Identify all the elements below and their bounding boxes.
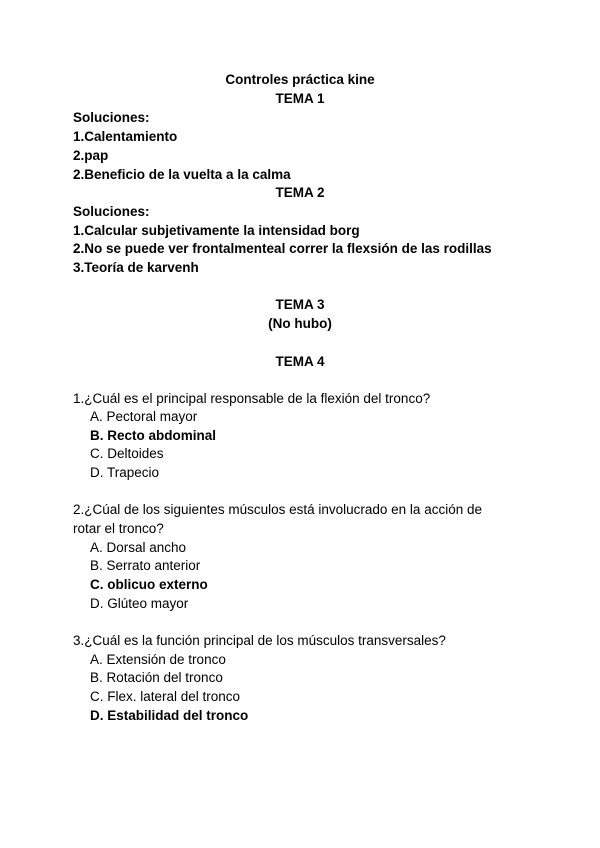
tema1-heading: TEMA 1 [275,91,325,106]
question-2-option-d: D. Glúteo mayor [90,596,189,611]
tema2-heading: TEMA 2 [275,185,325,200]
question-3-option-d-correct: D. Estabilidad del tronco [90,708,249,723]
tema4-heading: TEMA 4 [275,354,325,369]
question-2-text-continued: rotar el tronco? [73,521,164,536]
tema2-solution-item: 2.No se puede ver frontalmenteal correr la flexsión de las rodillas [73,241,492,256]
tema2-solution-item: 3.Teoría de karvenh [73,260,199,275]
question-2-option-b: B. Serrato anterior [90,558,201,573]
tema2-solution-item: 1.Calcular subjetivamente la intensidad borg [73,223,360,238]
question-2-option-a: A. Dorsal ancho [90,540,187,555]
question-2-option-c-correct: C. oblicuo externo [90,577,208,592]
tema1-solution-item: 1.Calentamiento [73,129,178,144]
question-3-option-c: C. Flex. lateral del tronco [90,689,241,704]
question-1-option-a: A. Pectoral mayor [90,409,198,424]
tema3-heading: TEMA 3 [275,297,325,312]
question-1-text: 1.¿Cuál es el principal responsable de la flexión del tronco? [73,391,431,406]
tema1-solutions-label: Soluciones: [73,110,150,125]
tema2-solutions-label: Soluciones: [73,204,150,219]
question-1-option-b-correct: B. Recto abdominal [90,428,217,443]
question-3-option-b: B. Rotación del tronco [90,670,223,685]
tema1-solution-item: 2.Beneficio de la vuelta a la calma [73,167,291,182]
question-1-option-c: C. Deltoides [90,446,164,461]
question-1-option-d: D. Trapecio [90,465,160,480]
question-3-option-a: A. Extensión de tronco [90,652,226,667]
question-3-text: 3.¿Cuál es la función principal de los músculos transversales? [73,633,446,648]
tema3-note: (No hubo) [268,316,332,331]
tema1-solution-item: 2.pap [73,148,109,163]
question-2-text: 2.¿Cúal de los siguientes músculos está involucrado en la acción de [73,502,482,517]
document-title: Controles práctica kine [225,72,375,87]
